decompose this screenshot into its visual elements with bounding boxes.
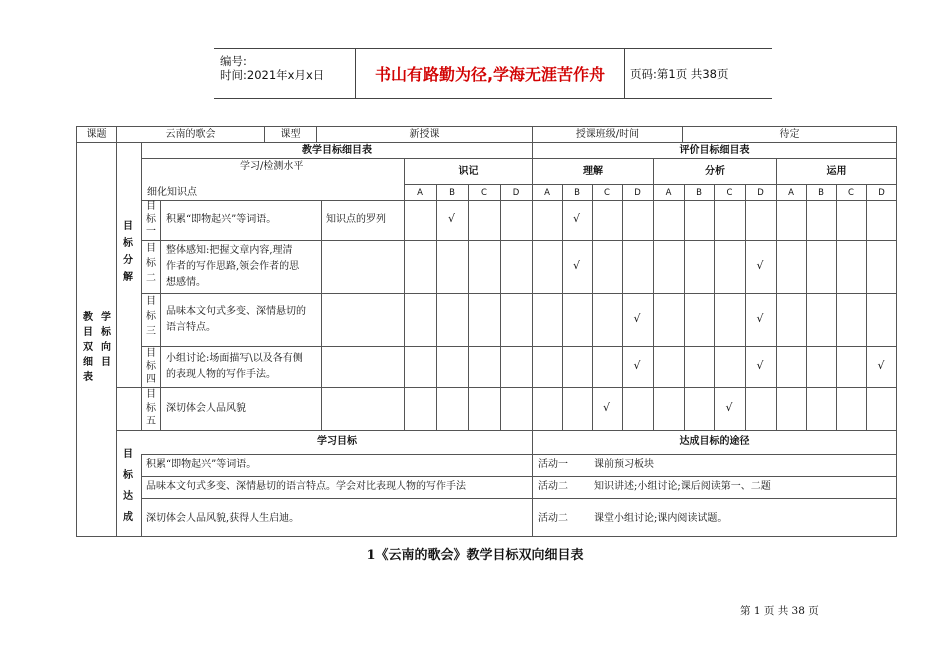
eval-letter-a: A — [665, 188, 672, 198]
check-mark: √ — [603, 400, 611, 414]
type-value: 新授课 — [409, 129, 440, 140]
goal-name: 目标五 — [146, 389, 156, 428]
achievement-path-3: 课堂小组讨论;课内阅读试题。 — [594, 513, 728, 524]
achievement-goal-2: 品味本文句式多变、深情悬切的语言特点。学会对比表现人物的写作手法 — [146, 481, 466, 492]
learning-target-vertical-label: 学标向目 — [101, 312, 111, 368]
check-mark: √ — [448, 212, 456, 225]
eval-group-understand: 理解 — [583, 166, 603, 177]
eval-table-title: 评价目标细目表 — [679, 145, 750, 156]
achievement-path-header: 达成目标的途径 — [679, 436, 750, 447]
eval-letter-b: B — [818, 188, 824, 198]
goal-text-line: 整体感知:把握文章内容,理清 — [166, 244, 293, 256]
topic-label: 课题 — [86, 129, 107, 140]
goal-text-line: 想感情。 — [166, 276, 206, 288]
eval-group-memorize: 识记 — [458, 166, 479, 177]
eval-group-analyze: 分析 — [705, 166, 725, 177]
eval-letter-a: A — [417, 188, 423, 198]
goal-name: 目标一 — [146, 201, 156, 238]
header-motto: 书山有路勤为径,学海无涯苦作舟 — [356, 49, 625, 98]
achievement-path-1: 课前预习板块 — [594, 459, 654, 470]
topic-value: 云南的歌会 — [165, 129, 216, 140]
class-label: 授课班级/时间 — [575, 129, 640, 140]
two-way-table-vertical-label: 教目双细表 — [83, 312, 93, 383]
table-caption: 1《云南的歌会》教学目标双向细目表 — [366, 548, 584, 563]
goal-text-line: 积累“即物起兴”等词语。 — [166, 214, 277, 225]
eval-letter-d: D — [512, 188, 520, 198]
header-meta — [214, 49, 356, 98]
goal-knowledge-point: 知识点的罗列 — [326, 214, 386, 225]
achievement-activity-2: 活动二 — [538, 481, 568, 492]
achievement-goal-1: 积累“即物起兴”等词语。 — [146, 459, 257, 470]
type-label: 课型 — [280, 129, 301, 140]
check-mark: √ — [633, 311, 641, 325]
goal-achieve-vertical-label: 目标达成 — [123, 449, 133, 523]
goal-text-line: 小组讨论:场面描写\以及各有侧 — [166, 352, 303, 364]
eval-letter-c: C — [604, 188, 610, 198]
goal-name: 目标三 — [146, 296, 156, 337]
eval-letter-d: D — [878, 188, 885, 198]
eval-letter-c: C — [848, 188, 854, 198]
detail-label: 细化知识点 — [147, 187, 197, 198]
achievement-activity-1: 活动一 — [538, 459, 568, 470]
check-mark: √ — [756, 358, 764, 372]
check-mark: √ — [633, 358, 641, 372]
level-label: 学习/检测水平 — [240, 161, 304, 172]
goal-text-line: 深切体会人品风貌 — [166, 402, 246, 414]
page-footer: 第 1 页 共 38 页 — [740, 605, 819, 617]
goal-name: 目标四 — [146, 348, 156, 385]
check-mark: √ — [725, 400, 733, 414]
check-mark: √ — [573, 212, 581, 225]
number-label: 编号: — [220, 54, 247, 68]
eval-letter-d: D — [757, 188, 764, 198]
eval-letter-b: B — [574, 188, 580, 198]
check-mark: √ — [877, 358, 885, 372]
check-mark: √ — [573, 258, 581, 272]
goal-text-line: 品味本文句式多变、深情悬切的 — [166, 305, 306, 317]
achievement-activity-3: 活动二 — [538, 513, 568, 524]
goal-text-line: 的表现人物的写作手法。 — [166, 368, 276, 380]
class-value: 待定 — [779, 129, 800, 140]
eval-letter-c: C — [481, 188, 487, 198]
eval-letter-a: A — [788, 188, 794, 198]
eval-letter-a: A — [544, 188, 550, 198]
goal-decompose-vertical-label: 目标分解 — [123, 221, 133, 283]
page-header — [214, 48, 772, 99]
eval-letter-d: D — [634, 188, 641, 198]
time-label: 时间:2021年x月x日 — [220, 68, 325, 82]
eval-group-apply: 运用 — [826, 166, 847, 177]
learning-goal-header: 学习目标 — [317, 436, 357, 447]
achievement-path-2: 知识讲述;小组讨论;课后阅读第一、二题 — [594, 481, 771, 492]
header-page: 页码:第1页 共38页 — [630, 66, 729, 81]
eval-letter-c: C — [726, 188, 733, 198]
eval-letter-b: B — [449, 188, 455, 198]
goal-text-line: 作者的写作思路,领会作者的思 — [166, 260, 300, 272]
teaching-table-title: 教学目标细目表 — [302, 145, 372, 156]
check-mark: √ — [756, 258, 764, 272]
goal-name: 目标二 — [146, 243, 156, 284]
achievement-goal-3: 深切体会人品风貌,获得人生启迪。 — [146, 513, 300, 524]
check-mark: √ — [756, 311, 764, 325]
goal-text-line: 语言特点。 — [166, 321, 216, 333]
eval-letter-b: B — [696, 188, 702, 198]
